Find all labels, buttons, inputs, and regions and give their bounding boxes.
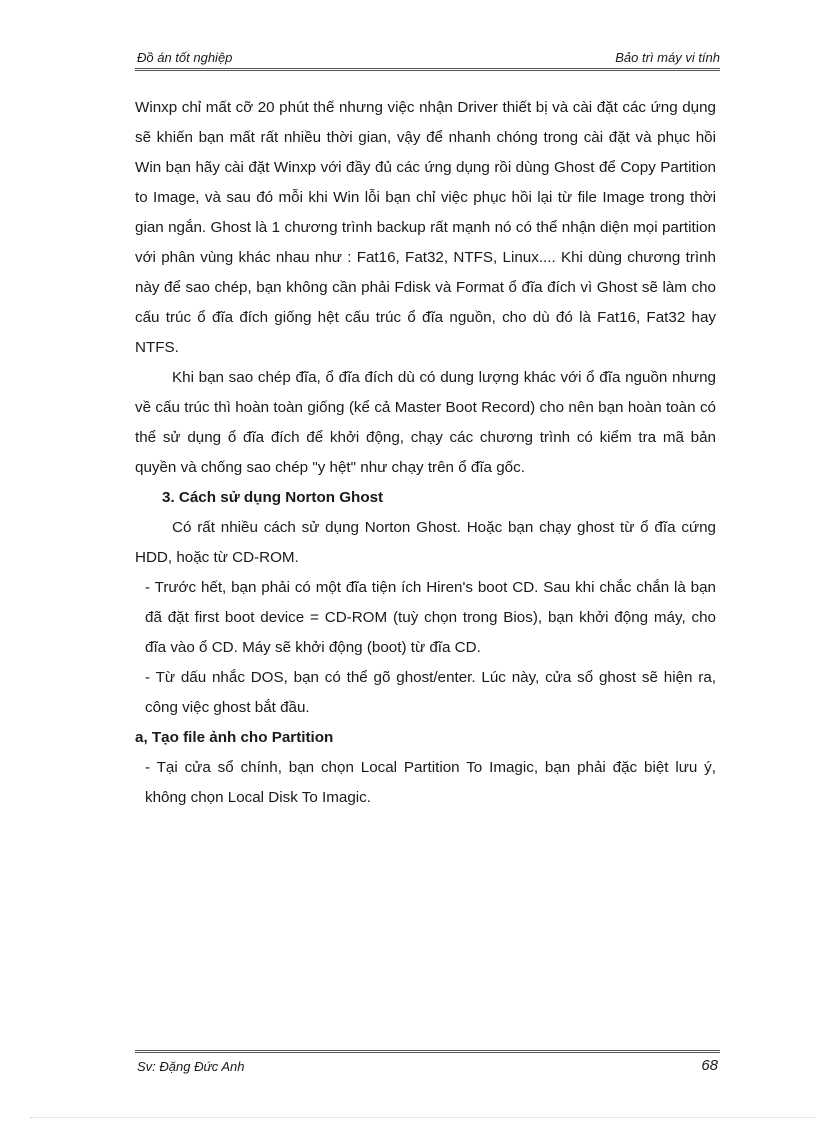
paragraph-5: - Từ dấu nhắc DOS, bạn có thể gõ ghost/enter. Lúc này, cửa sổ ghost sẽ hiện ra, công việc ghost bắt đầu. [145, 669, 716, 716]
paragraph-3: Có rất nhiều cách sử dụng Norton Ghost. Hoặc bạn chạy ghost từ ổ đĩa cứng HDD, hoặc từ CD-ROM. [135, 519, 716, 566]
paragraph-2: Khi bạn sao chép đĩa, ổ đĩa đích dù có dung lượng khác với ổ đĩa nguồn nhưng về cấu trúc thì hoàn toàn giống (kể cả Master Boot Record) cho nên bạn hoàn toàn có thể sử dụng ổ đĩa đích để khởi động, chạy các chương trình có kiểm tra mã bản quyền và chống sao chép "y hệt" như chạy trên ổ đĩa gốc. [135, 369, 716, 476]
page-header [135, 48, 720, 71]
footer-author: Sv: Đặng Đức Anh [137, 1059, 245, 1074]
page-bottom-divider [30, 1117, 816, 1118]
paragraph-4: - Trước hết, bạn phải có một đĩa tiện ích Hiren's boot CD. Sau khi chắc chắn là bạn đã đặt first boot device = CD-ROM (tuỳ chọn trong Bios), bạn khởi động máy, cho đĩa vào ổ CD. Máy sẽ khởi động (boot) từ đĩa CD. [145, 579, 716, 656]
page-number: 68 [701, 1057, 718, 1074]
subsection-heading-a: a, Tạo file ảnh cho Partition [135, 729, 334, 746]
paragraph-1: Winxp chỉ mất cỡ 20 phút thế nhưng việc nhận Driver thiết bị và cài đặt các ứng dụng sẽ khiến bạn mất rất nhiều thời gian, vậy để nhanh chóng trong cài đặt và phục hồi Win bạn hãy cài đặt Winxp với đầy đủ các ứng dụng rồi dùng Ghost để Copy Partition to Image, và sau đó mỗi khi Win lỗi bạn chỉ việc phục hồi lại từ file Image trong thời gian ngắn. Ghost là 1 chương trình backup rất mạnh nó có thể nhận diện mọi partition với phân vùng khác nhau như : Fat16, Fat32, NTFS, Linux.... Khi dùng chương trình này để sao chép, bạn không cần phải Fdisk và Format ổ đĩa đích vì Ghost sẽ làm cho cấu trúc ổ đĩa đích giống hệt cấu trúc ổ đĩa nguồn, cho dù đó là Fat16, Fat32 hay NTFS. [135, 99, 716, 356]
header-title-left: Đồ án tốt nghiệp [137, 50, 233, 65]
header-title-right: Bảo trì máy vi tính [615, 50, 720, 65]
paragraph-6: - Tại cửa sổ chính, bạn chọn Local Partition To Imagic, bạn phải đặc biệt lưu ý, không chọn Local Disk To Imagic. [145, 759, 716, 806]
page-footer [135, 1050, 720, 1075]
section-heading-3: 3. Cách sử dụng Norton Ghost [162, 489, 384, 506]
page-content [135, 93, 716, 813]
